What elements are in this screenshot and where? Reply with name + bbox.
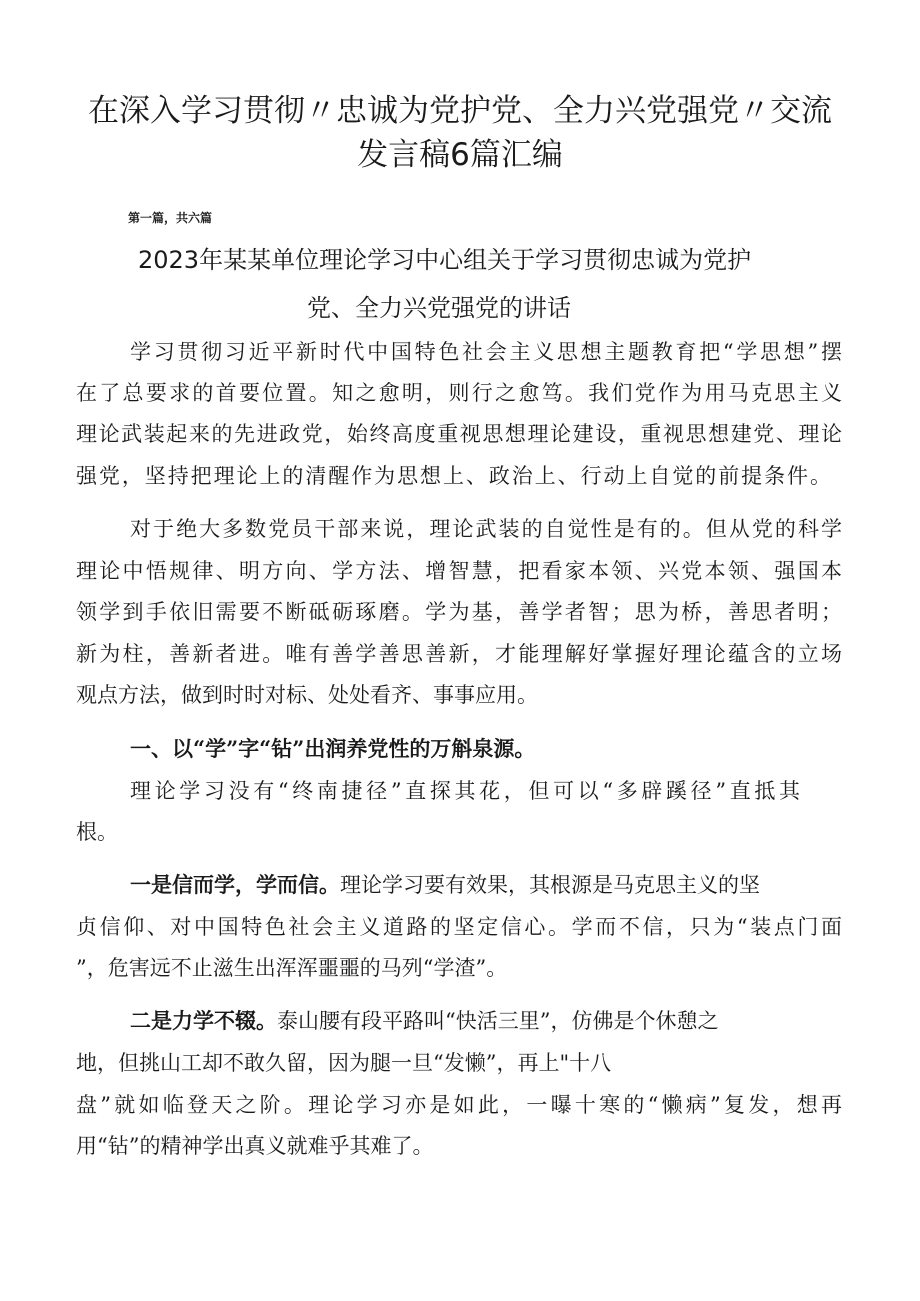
paragraph-line: 学习贯彻习近平新时代中国特色社会主义思想主题教育把“学思想”摆 <box>130 340 842 364</box>
document-title-line-1: 在深入学习贯彻〃忠诚为党护党、全力兴党强党〃交流 <box>88 93 832 129</box>
lead-phrase: 一是信而学，学而信。 <box>130 872 340 897</box>
paragraph-line: 贞信仰、对中国特色社会主义道路的坚定信心。学而不信，只为“装点门面 <box>76 915 842 939</box>
document-title-line-2: 发言稿6篇汇编 <box>357 137 563 173</box>
paragraph-line: 理论学习没有“终南捷径”直探其花，但可以“多辟蹊径”直抵其 <box>130 779 800 803</box>
part-label: 第一篇，共六篇 <box>128 211 213 225</box>
speech-title-line-1: 2023年某某单位理论学习中心组关于学习贯彻忠诚为党护 <box>138 246 752 274</box>
paragraph-line: 观点方法，做到时时对标、处处看齐、事事应用。 <box>76 683 538 707</box>
paragraph-line: 理论中悟规律、明方向、学方法、增智慧，把看家本领、兴党本领、强国本 <box>76 559 842 583</box>
paragraph-line: 地，但挑山工却不敢久留，因为腿一旦“发懒”，再上"十八 <box>76 1051 612 1075</box>
section-heading: 一、以“学”字“钻”出润养党性的万斛泉源。 <box>130 736 536 761</box>
paragraph-line: 根。 <box>76 820 118 844</box>
paragraph-line: 领学到手依旧需要不断砥砺琢磨。学为基，善学者智；思为桥，善思者明； <box>76 600 842 624</box>
paragraph-line: 盘”就如临登天之阶。理论学习亦是如此，一曝十寒的“懒病”复发，想再 <box>76 1093 842 1117</box>
paragraph-text: 泰山腰有段平路叫“快活三里”，仿佛是个休憩之 <box>277 1009 719 1033</box>
lead-phrase: 二是力学不辍。 <box>130 1008 277 1033</box>
paragraph-line: 用“钻”的精神学出真义就难乎其难了。 <box>76 1134 434 1158</box>
paragraph-line: 新为柱，善新者进。唯有善学善思善新，才能理解好掌握好理论蕴含的立场 <box>76 642 842 666</box>
paragraph-line: 在了总要求的首要位置。知之愈明，则行之愈笃。我们党作为用马克思主义 <box>76 381 842 405</box>
paragraph-line: 理论武装起来的先进政党，始终高度重视思想理论建设，重视思想建党、理论 <box>76 422 842 446</box>
paragraph-line <box>130 869 842 901</box>
paragraph-line: 对于绝大多数党员干部来说，理论武装的自觉性是有的。但从党的科学 <box>130 517 842 541</box>
paragraph-text: 理论学习要有效果，其根源是马克思主义的坚 <box>340 873 760 897</box>
speech-title-line-2: 党、全力兴党强党的讲话 <box>307 294 571 322</box>
paragraph-line: 强党，坚持把理论上的清醒作为思想上、政治上、行动上自觉的前提条件。 <box>76 464 831 488</box>
paragraph-line <box>130 1005 820 1037</box>
paragraph-line: ”，危害远不止滋生出浑浑噩噩的马列“学渣”。 <box>76 956 508 980</box>
